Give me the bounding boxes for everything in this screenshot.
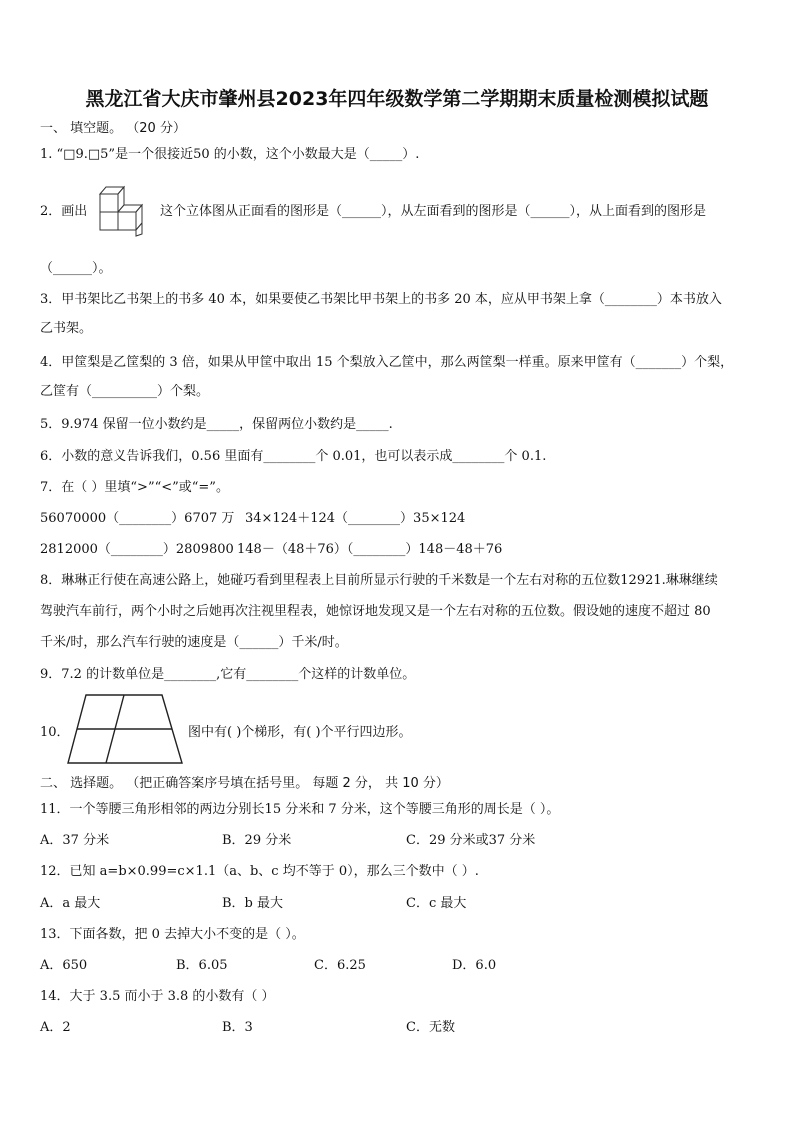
question-14-option-a: A．2 xyxy=(40,1020,71,1035)
question-9: 9．7.2 的计数单位是________,它有________个这样的计数单位。 xyxy=(40,667,416,682)
question-11: 11．一个等腰三角形相邻的两边分别长15 分米和 7 分米，这个等腰三角形的周长是（ ）。 xyxy=(40,802,560,817)
question-12-option-b: B．b 最大 xyxy=(222,896,284,911)
question-2-continuation: （______）。 xyxy=(40,261,112,276)
question-3-continuation: 乙书架。 xyxy=(40,321,93,336)
section-2-heading: 二、 选择题。 （把正确答案序号填在括号里。 每题 2 分， 共 10 分） xyxy=(40,776,449,791)
question-10-number: 10． xyxy=(40,725,70,740)
question-4-continuation: 乙筐有（__________）个梨。 xyxy=(40,384,210,399)
question-6: 6．小数的意义告诉我们，0.56 里面有________个 0.01，也可以表示成________个 0.1. xyxy=(40,449,547,464)
question-2-text: 这个立体图从正面看的图形是（______），从左面看到的图形是（______），从上面看到的图形是 xyxy=(160,204,707,219)
question-11-option-b: B．29 分米 xyxy=(222,833,292,848)
question-14-option-b: B．3 xyxy=(222,1020,253,1035)
cube-stack-figure xyxy=(96,184,150,240)
question-7-compare-1a: 56070000（________）6707 万 xyxy=(40,511,235,526)
question-8: 8．琳琳正行使在高速公路上，她碰巧看到里程表上目前所显示行驶的千米数是一个左右对称的五位数12921.琳琳继续 xyxy=(40,573,718,588)
question-8-line-2: 驾驶汽车前行，两个小时之后她再次注视里程表，她惊讶地发现又是一个左右对称的五位数。假设她的速度不超过 80 xyxy=(40,604,711,619)
question-12-option-a: A．a 最大 xyxy=(40,896,101,911)
question-13-option-d: D．6.0 xyxy=(452,958,497,973)
question-8-line-3: 千米/时，那么汽车行驶的速度是（______）千米/时。 xyxy=(40,635,348,650)
question-2-prefix: 2．画出 xyxy=(40,204,88,219)
question-7-compare-2a: 2812000（________）2809800 xyxy=(40,542,234,557)
trapezoid-figure xyxy=(66,693,184,765)
question-3: 3．甲书架比乙书架上的书多 40 本，如果要使乙书架比甲书架上的书多 20 本，应从甲书架上拿（________）本书放入 xyxy=(40,292,722,307)
question-12: 12．已知 a=b×0.99=c×1.1（a、b、c 均不等于 0），那么三个数中（ ）. xyxy=(40,864,479,879)
question-11-option-a: A．37 分米 xyxy=(40,833,110,848)
page-title: 黑龙江省大庆市肇州县2023年四年级数学第二学期期末质量检测模拟试题 xyxy=(85,88,709,110)
section-1-heading: 一、 填空题。 （20 分） xyxy=(40,121,186,136)
question-14-option-c: C．无数 xyxy=(406,1020,455,1035)
question-11-option-c: C．29 分米或37 分米 xyxy=(406,833,536,848)
question-13-option-c: C．6.25 xyxy=(314,958,366,973)
question-12-option-c: C．c 最大 xyxy=(406,896,467,911)
question-13-option-a: A．650 xyxy=(40,958,88,973)
question-10-text: 图中有( )个梯形，有( )个平行四边形。 xyxy=(188,725,412,740)
question-4: 4．甲筐梨是乙筐梨的 3 倍，如果从甲筐中取出 15 个梨放入乙筐中，那么两筐梨一样重。原来甲筐有（_______）个梨， xyxy=(40,355,734,370)
question-13-option-b: B．6.05 xyxy=(176,958,228,973)
question-1: 1. “□9.□5”是一个很接近50 的小数，这个小数最大是（_____）. xyxy=(40,147,420,162)
question-14: 14．大于 3.5 而小于 3.8 的小数有（ ） xyxy=(40,989,275,1004)
question-7-compare-1b: 34×124＋124（________）35×124 xyxy=(245,511,466,526)
question-5: 5．9.974 保留一位小数约是_____，保留两位小数约是_____. xyxy=(40,417,393,432)
question-13: 13．下面各数，把 0 去掉大小不变的是（ ）。 xyxy=(40,927,305,942)
question-7: 7．在（ ）里填“>”“<”或“=”。 xyxy=(40,480,229,495)
question-7-compare-2b: 148－（48＋76）（________）148－48＋76 xyxy=(237,542,503,557)
